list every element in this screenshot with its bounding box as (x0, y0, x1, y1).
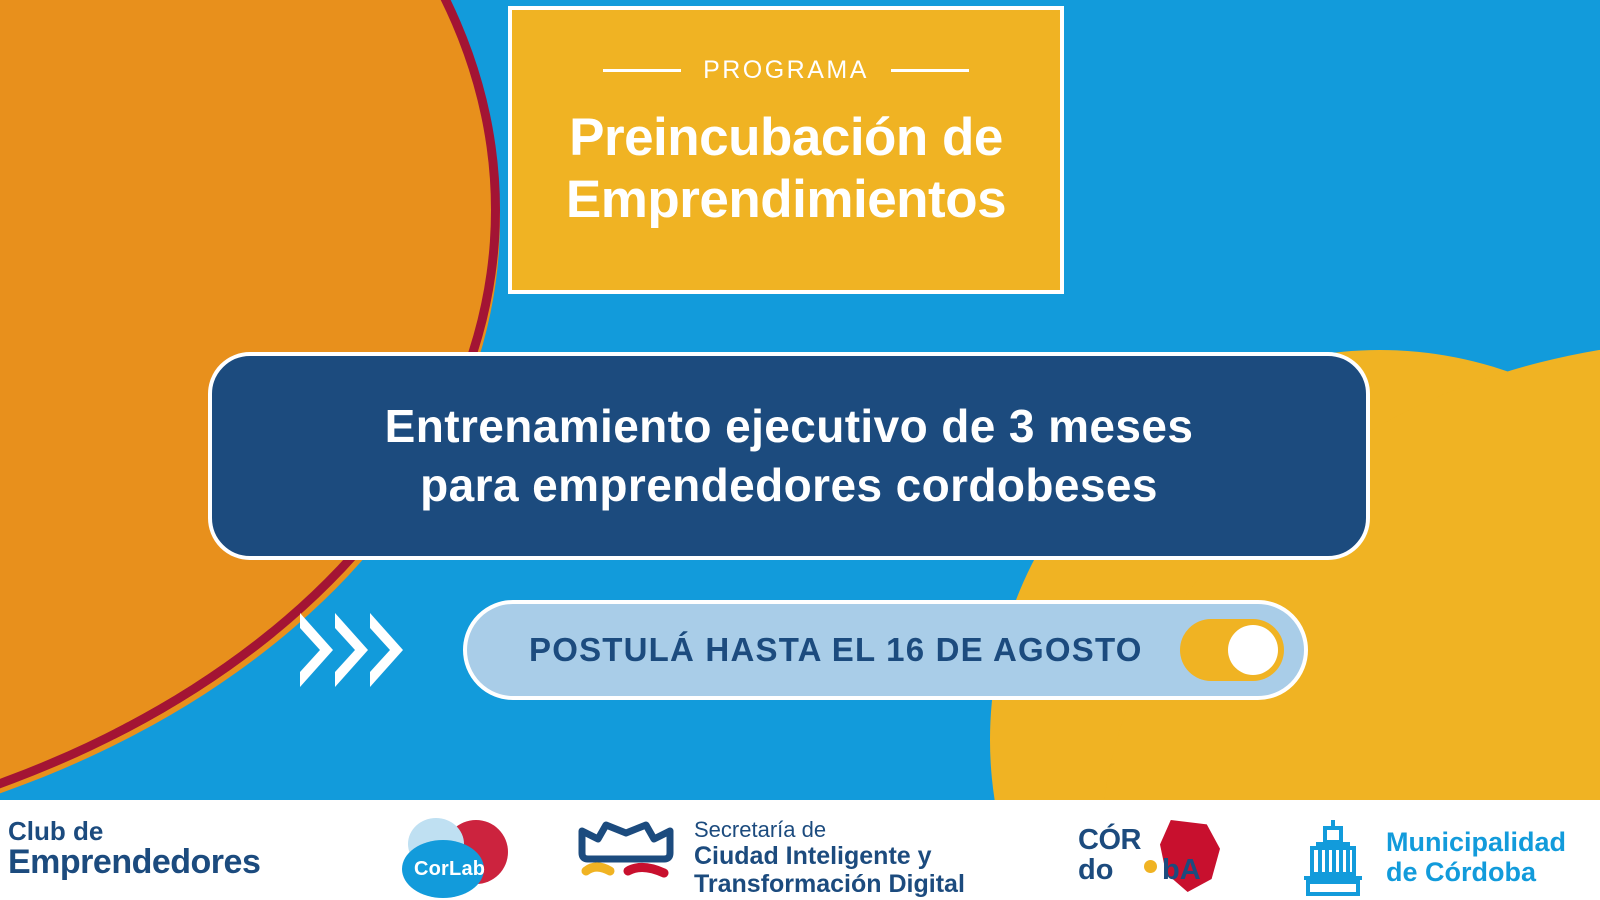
secretaria-crown-svg (572, 819, 680, 897)
municipalidad-line-1: Municipalidad (1386, 827, 1567, 858)
chevron-right-icon (300, 613, 333, 687)
toggle-knob (1228, 625, 1278, 675)
cordoba-part-3: bA (1162, 854, 1201, 886)
program-kicker-label: PROGRAMA (703, 56, 869, 84)
program-badge (508, 6, 1064, 294)
cordoba-part-2: do (1078, 854, 1114, 886)
kicker-rule-right (891, 69, 969, 72)
program-title (566, 107, 1006, 231)
headline-line-1: Entrenamiento ejecutivo de 3 meses (384, 400, 1194, 453)
chevrons-icon (300, 613, 403, 687)
cta-row (300, 596, 1360, 704)
municipalidad-building-svg (1296, 818, 1370, 898)
cta-toggle-switch[interactable] (1180, 619, 1284, 681)
municipalidad-building-icon (1296, 818, 1370, 898)
footer-logo-bar (0, 800, 1600, 900)
secretaria-crown-icon (572, 819, 680, 897)
secretaria-line-2: Ciudad Inteligente y (694, 842, 932, 871)
cta-deadline-label: POSTULÁ HASTA EL 16 DE AGOSTO (529, 631, 1143, 668)
logo-club-de-emprendedores (8, 818, 260, 881)
program-title-line-1: Preincubación de (569, 108, 1003, 167)
program-kicker-row (603, 56, 969, 85)
municipalidad-text (1386, 828, 1566, 887)
headline-text (385, 397, 1194, 515)
program-title-line-2: Emprendimientos (565, 170, 1007, 229)
secretaria-line-1: Secretaría de (694, 817, 827, 842)
headline-pill (208, 352, 1370, 560)
cordoba-dot (1144, 860, 1157, 873)
club-logo-line-1: Club de (8, 816, 104, 846)
chevron-right-icon (370, 613, 403, 687)
secretaria-line-3: Transformación Digital (694, 870, 965, 899)
logo-municipalidad-de-cordoba (1296, 818, 1566, 898)
logo-secretaria-ciudad-inteligente (572, 818, 965, 898)
cta-deadline-button[interactable] (463, 600, 1308, 700)
corlab-mark-icon (400, 818, 520, 896)
logo-cordoba (1078, 818, 1238, 898)
headline-line-2: para emprendedores cordobeses (420, 459, 1158, 511)
cordoba-mark-icon (1078, 818, 1238, 898)
corlab-label: CorLab (414, 858, 486, 880)
kicker-rule-left (603, 69, 681, 72)
chevron-right-icon (335, 613, 368, 687)
club-logo-line-2: Emprendedores (8, 843, 261, 882)
cordoba-part-1: CÓR (1078, 824, 1141, 856)
municipalidad-line-2: de Córdoba (1386, 857, 1537, 887)
secretaria-text (694, 818, 965, 898)
logo-corlab (400, 818, 520, 896)
